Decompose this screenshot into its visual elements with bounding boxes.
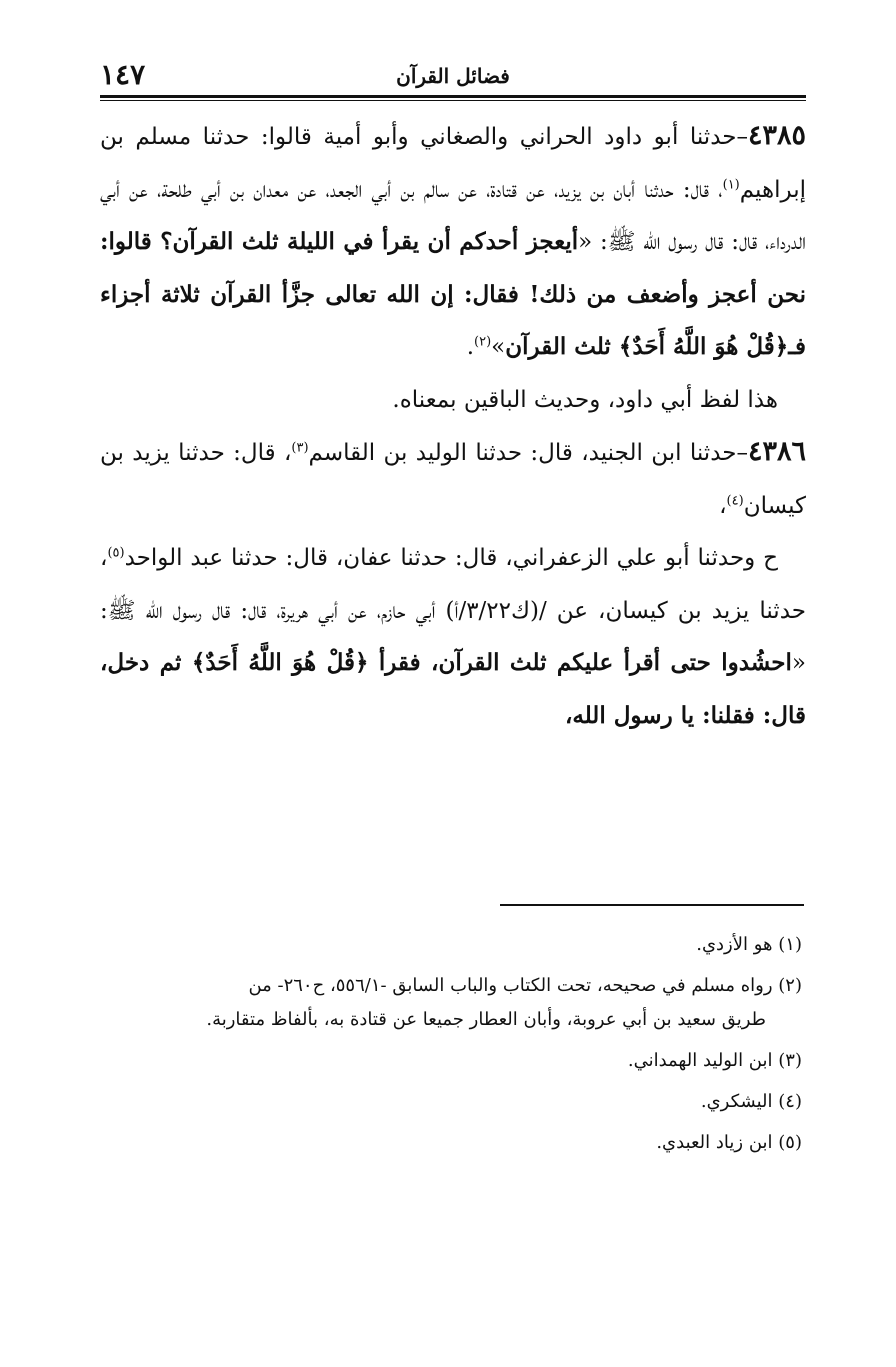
footnote-separator (500, 904, 804, 906)
footnote-3: (٣) ابن الوليد الهمداني. (627, 1050, 802, 1071)
editor-note: هذا لفظ أبي داود، وحديث الباقين بمعناه. (392, 386, 778, 413)
header-rule-thin (100, 100, 806, 101)
hadith-4386-chain: ح وحدثنا أبو علي الزعفراني، قال: حدثنا عفان، قال: حدثنا عبد الواحد$^{(٥)}$، حدثنا يزيد بن كيسان، عن /(ك٣/٢٢/أ) أبي حازم، عن أبي هريرة، قال: قال رسول الله ﷺ: «احشُدوا حتى أقرأ عليكم ثلث القرآن، فقرأ ﴿قُلْ هُوَ اللَّهُ أَحَدٌ﴾ ثم دخل، قال: فقلنا: يا رسول الله، (100, 545, 806, 729)
main-text (100, 110, 806, 742)
page-number: ١٤٧ (100, 58, 146, 91)
footnote-ref: (٥) (107, 545, 125, 561)
hadith-matn: احشُدوا حتى أقرأ عليكم ثلث القرآن، فقرأ ﴿قُلْ هُوَ اللَّهُ أَحَدٌ﴾ ثم دخل، قال: فقلنا: يا رسول الله، (100, 649, 806, 729)
footnote-1: (١) هو الأزدي. (696, 934, 802, 955)
footnote-ref: (٤) (726, 492, 744, 508)
hadith-number: ٤٣٨٦ (748, 436, 807, 467)
running-header (100, 58, 806, 96)
footnote-ref: (٣) (291, 440, 309, 456)
footnote-5: (٥) ابن زياد العبدي. (656, 1132, 802, 1153)
hadith-matn: أيعجز أحدكم أن يقرأ في الليلة ثلث القرآن؟ قالوا: نحن أعجز وأضعف من ذلك! فقال: إن الله تعالى جزَّأ القرآن ثلاثة أجزاء فـ﴿قُلْ هُوَ اللَّهُ أَحَدٌ﴾ ثلث القرآن (100, 228, 806, 360)
header-rule-thick (100, 95, 806, 98)
footnote-ref: (١) (722, 176, 740, 192)
hadith-number: ٤٣٨٥ (747, 120, 806, 151)
hadith-4386: ٤٣٨٦–حدثنا ابن الجنيد، قال: حدثنا الوليد بن القاسم$^{(٣)}$، قال: حدثنا يزيد بن كيسان$^{(٤)}$، (100, 436, 807, 519)
footnote-ref: (٢) (474, 334, 492, 350)
hadith-4385: ٤٣٨٥–حدثنا أبو داود الحراني والصغاني وأبو أمية قالوا: حدثنا مسلم بن إبراهيم$^{(١)}$، قال: حدثنا أبان بن يزيد، عن قتادة، عن سالم بن أبي الجعد، عن معدان بن أبي طلحة، عن أبي الدرداء، قال: قال رسول الله ﷺ: «أيعجز أحدكم أن يقرأ في الليلة ثلث القرآن؟ قالوا: نحن أعجز وأضعف من ذلك! فقال: إن الله تعالى جزَّأ القرآن ثلاثة أجزاء فـ﴿قُلْ هُوَ اللَّهُ أَحَدٌ﴾ ثلث القرآن»$^{(٢)}$. (100, 120, 806, 360)
footnotes (96, 928, 802, 1167)
footnote-2: (٢) رواه مسلم في صحيحه، تحت الكتاب والباب السابق -٥٥٦/١، ح٢٦٠- من طريق سعيد بن أبي عروبة، وأبان العطار جميعا عن قتادة به، بألفاظ متقاربة. (206, 975, 802, 1030)
header-title: فضائل القرآن (396, 64, 510, 88)
footnote-4: (٤) اليشكري. (700, 1091, 802, 1112)
